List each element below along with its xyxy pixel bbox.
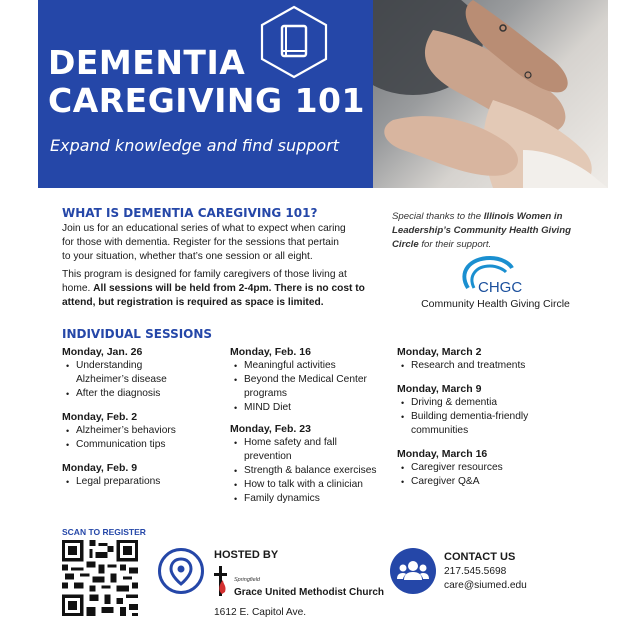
intro-p2-line2-bold: All sessions will be held from 2-4pm. There is no cost to [93,283,365,294]
session-day: Monday, Jan. 26 [62,346,143,358]
session-day: Monday, Feb. 16 [230,346,311,358]
session-topic: • How to talk with a clinician [230,478,400,492]
sponsor-thanks [392,210,592,252]
people-group-icon [390,548,436,594]
session-topic: • Research and treatments [397,359,567,373]
thanks-text: Special thanks to the [392,211,484,222]
hero-blue-panel [38,0,373,188]
intro-p2-line2-plain: home. [62,283,94,294]
session-topics [397,396,567,438]
session-topic: • Communication tips [62,438,232,452]
session-group [397,346,567,373]
session-day: Monday, March 9 [397,383,482,395]
session-group [62,411,232,452]
hero-title [48,44,365,120]
session-topics [62,424,232,452]
contact-email[interactable]: care@siumed.edu [444,580,527,591]
chgc-logo-mark [398,254,593,298]
thanks-bold-1: Illinois Women in [483,211,563,222]
session-day: Monday, March 2 [397,346,482,358]
session-day: Monday, Feb. 9 [62,462,138,474]
hands-photo [373,0,608,188]
session-day: Monday, Feb. 2 [62,411,138,423]
hero-title-line2: CAREGIVING 101 [48,81,365,120]
session-topic: • Caregiver resources [397,461,567,475]
intro-p2-line3: attend, but registration is required as space is limited. [62,297,324,308]
session-topic: • Driving & dementia [397,396,567,410]
session-topic-cont: programs [244,388,288,399]
chgc-logo-text: CHGC [478,279,523,296]
session-topic: • Beyond the Medical Center [230,373,400,387]
intro-p2-line1: This program is designed for family caregivers of those living at [62,269,347,280]
intro-p1-line3: to your situation, whether that’s one session or all eight. [62,251,313,262]
intro-p1-line1: Join us for an educational series of what to expect when caring [62,223,346,234]
session-topics [397,359,567,373]
session-topic: • MIND Diet [230,401,400,415]
session-topic: • Caregiver Q&A [397,475,567,489]
hero-title-line1: DEMENTIA [48,43,246,82]
contact-us-label: CONTACT US [444,551,516,563]
session-topics [62,359,232,401]
host-address: 1612 E. Capitol Ave. [214,607,307,618]
session-group [397,448,567,489]
session-topic: • Understanding [62,359,232,373]
session-topic: • Legal preparations [62,475,232,489]
session-group [62,346,232,401]
session-topics [62,475,232,489]
intro-p2-line2 [62,282,382,296]
session-topic: • Alzheimer’s behaviors [62,424,232,438]
hero-subtitle: Expand knowledge and find support [50,136,340,155]
location-pin-glyph [161,551,201,591]
qr-code[interactable] [62,540,138,616]
session-topics [230,359,400,415]
location-pin-icon [158,548,204,594]
intro-p1-line2: for those with dementia. Register for the sessions that pertain [62,237,339,248]
session-day: Monday, Feb. 23 [230,423,311,435]
session-day: Monday, March 16 [397,448,488,460]
hosted-by-label: HOSTED BY [214,549,279,561]
thanks-bold-3: Circle [392,239,419,250]
session-topic: • Meaningful activities [230,359,400,373]
session-group [397,383,567,438]
session-topic: • Home safety and fall [230,436,400,450]
session-topic-cont: Alzheimer’s disease [76,374,167,385]
session-topic-cont: communities [411,425,469,436]
contact-phone[interactable]: 217.545.5698 [444,566,507,577]
scan-label: SCAN TO REGISTER [62,527,146,537]
sessions-column-1 [62,346,232,497]
sessions-column-3 [397,346,567,497]
intro-paragraph-1 [62,222,382,264]
thanks-rest: for their support. [418,239,492,250]
session-group [62,462,232,489]
methodist-cross-flame-icon [214,566,228,596]
session-topic: • Strength & balance exercises [230,464,400,478]
church-name: Grace United Methodist Church [234,587,385,598]
hero-banner [38,0,608,188]
session-topic: • After the diagnosis [62,387,232,401]
chgc-name: Community Health Giving Circle [421,298,570,310]
intro-paragraph-2 [62,268,382,310]
session-group [230,346,400,415]
intro-heading: WHAT IS DEMENTIA CAREGIVING 101? [62,206,318,220]
session-topic-cont: prevention [244,451,292,462]
hands-illustration [373,0,608,188]
people-group-glyph [390,548,436,594]
session-topics [230,436,400,506]
chgc-logo [398,254,593,314]
session-topic: • Building dementia-friendly [397,410,567,424]
thanks-bold-2: Leadership’s Community Health Giving [392,225,571,236]
session-group [230,423,400,506]
church-city: Springfield [234,577,260,583]
session-topic: • Family dynamics [230,492,400,506]
sessions-heading: INDIVIDUAL SESSIONS [62,327,213,341]
session-topics [397,461,567,489]
sessions-column-2 [230,346,400,514]
